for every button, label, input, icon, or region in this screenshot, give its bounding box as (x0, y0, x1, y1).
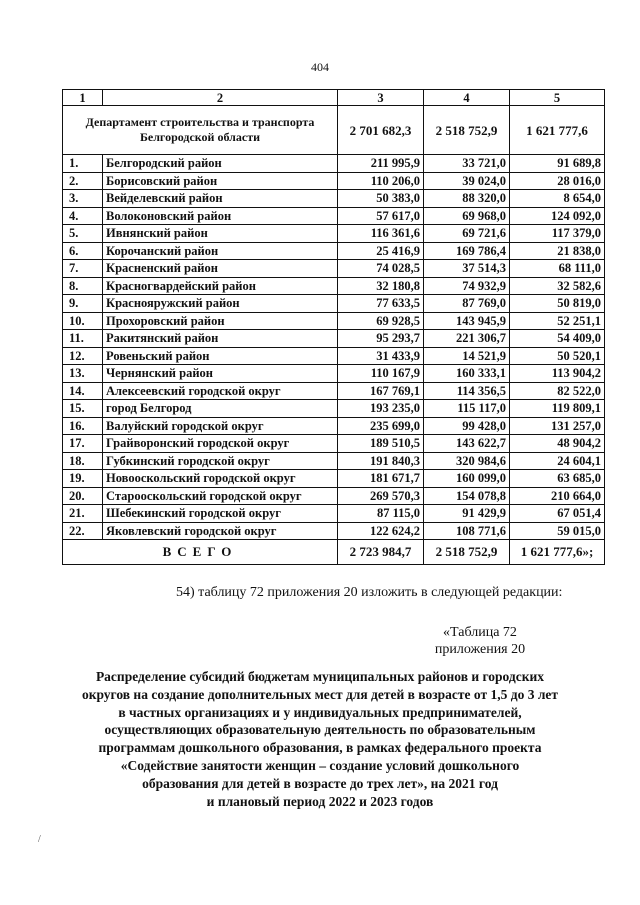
table-row (63, 207, 605, 225)
row-name: Валуйский городской округ (103, 417, 338, 435)
table-row (63, 155, 605, 173)
row-col4: 114 356,5 (424, 382, 510, 400)
row-index: 4. (63, 207, 103, 225)
caption-line: «Таблица 72 (443, 625, 517, 640)
row-col5: 82 522,0 (510, 382, 605, 400)
row-index: 14. (63, 382, 103, 400)
total-col3: 2 723 984,7 (338, 540, 424, 565)
title-line: и плановый период 2022 и 2023 годов (206, 793, 434, 809)
row-col3: 191 840,3 (338, 452, 424, 470)
row-col5: 131 257,0 (510, 417, 605, 435)
row-col5: 24 604,1 (510, 452, 605, 470)
row-col4: 87 769,0 (424, 295, 510, 313)
row-col3: 87 115,0 (338, 505, 424, 523)
row-col4: 108 771,6 (424, 522, 510, 540)
table-row (63, 312, 605, 330)
row-name: Ракитянский район (103, 330, 338, 348)
row-col3: 50 383,0 (338, 190, 424, 208)
row-col5: 113 904,2 (510, 365, 605, 383)
table-row (63, 417, 605, 435)
total-col5: 1 621 777,6»; (510, 540, 605, 565)
row-col3: 122 624,2 (338, 522, 424, 540)
total-col4: 2 518 752,9 (424, 540, 510, 565)
row-name: Белгородский район (103, 155, 338, 173)
row-col4: 91 429,9 (424, 505, 510, 523)
row-name: Грайворонский городской округ (103, 435, 338, 453)
table-row (63, 225, 605, 243)
table-header-row (63, 90, 605, 106)
row-col4: 14 521,9 (424, 347, 510, 365)
table-row (63, 295, 605, 313)
row-col4: 154 078,8 (424, 487, 510, 505)
row-index: 16. (63, 417, 103, 435)
row-name: Чернянский район (103, 365, 338, 383)
table-row (63, 365, 605, 383)
row-index: 10. (63, 312, 103, 330)
header-cell: 5 (510, 90, 605, 106)
row-col3: 211 995,9 (338, 155, 424, 173)
title-line: в частных организациях и у индивидуальных предпринимателей, (118, 704, 522, 720)
table-row (63, 470, 605, 488)
table-row (63, 260, 605, 278)
row-index: 9. (63, 295, 103, 313)
row-col3: 181 671,7 (338, 470, 424, 488)
table-row (63, 277, 605, 295)
row-col4: 99 428,0 (424, 417, 510, 435)
row-name: Ивнянский район (103, 225, 338, 243)
row-name: Красненский район (103, 260, 338, 278)
row-index: 12. (63, 347, 103, 365)
row-col4: 74 932,9 (424, 277, 510, 295)
title-line: Распределение субсидий бюджетам муниципальных районов и городских (95, 669, 545, 684)
row-col3: 95 293,7 (338, 330, 424, 348)
row-col5: 32 582,6 (510, 277, 605, 295)
row-col5: 67 051,4 (510, 505, 605, 523)
row-name: Губкинский городской округ (103, 452, 338, 470)
row-col3: 167 769,1 (338, 382, 424, 400)
amendment-paragraph: 54) таблицу 72 приложения 20 изложить в следующей редакции: (176, 585, 563, 600)
row-col5: 50 520,1 (510, 347, 605, 365)
row-index: 2. (63, 172, 103, 190)
row-col3: 110 167,9 (338, 365, 424, 383)
row-name: Вейделевский район (103, 190, 338, 208)
row-index: 18. (63, 452, 103, 470)
row-col3: 69 928,5 (338, 312, 424, 330)
row-col4: 39 024,0 (424, 172, 510, 190)
row-col3: 193 235,0 (338, 400, 424, 418)
row-col3: 25 416,9 (338, 242, 424, 260)
row-col4: 115 117,0 (424, 400, 510, 418)
row-col4: 143 945,9 (424, 312, 510, 330)
row-col5: 124 092,0 (510, 207, 605, 225)
row-name: Шебекинский городской округ (103, 505, 338, 523)
row-col4: 143 622,7 (424, 435, 510, 453)
table-row (63, 505, 605, 523)
department-2023: 1 621 777,6 (510, 106, 605, 155)
row-col4: 160 333,1 (424, 365, 510, 383)
row-name: Прохоровский район (103, 312, 338, 330)
row-col5: 68 111,0 (510, 260, 605, 278)
row-col5: 8 654,0 (510, 190, 605, 208)
row-col4: 69 721,6 (424, 225, 510, 243)
row-name: Корочанский район (103, 242, 338, 260)
row-index: 6. (63, 242, 103, 260)
row-col5: 28 016,0 (510, 172, 605, 190)
row-col3: 77 633,5 (338, 295, 424, 313)
total-row (63, 540, 605, 565)
row-name: Новооскольский городской округ (103, 470, 338, 488)
table-row (63, 330, 605, 348)
table-caption (420, 624, 540, 658)
row-name: Борисовский район (103, 172, 338, 190)
row-col3: 32 180,8 (338, 277, 424, 295)
department-name: Департамент строительства и транспорта Белгородской области (63, 106, 338, 155)
row-name: Волоконовский район (103, 207, 338, 225)
table-row (63, 242, 605, 260)
header-cell: 4 (424, 90, 510, 106)
row-col4: 88 320,0 (424, 190, 510, 208)
title-line: округов на создание дополнительных мест для детей в возрасте от 1,5 до 3 лет (81, 686, 559, 702)
page-number: 404 (311, 60, 329, 74)
row-index: 22. (63, 522, 103, 540)
row-col5: 54 409,0 (510, 330, 605, 348)
row-col5: 48 904,2 (510, 435, 605, 453)
row-index: 21. (63, 505, 103, 523)
table-row (63, 487, 605, 505)
row-col3: 31 433,9 (338, 347, 424, 365)
row-name: город Белгород (103, 400, 338, 418)
row-col4: 221 306,7 (424, 330, 510, 348)
row-name: Алексеевский городской округ (103, 382, 338, 400)
title-line: «Содействие занятости женщин – создание условий дошкольного (120, 757, 520, 773)
row-col3: 269 570,3 (338, 487, 424, 505)
row-col5: 63 685,0 (510, 470, 605, 488)
header-cell: 3 (338, 90, 424, 106)
table-row (63, 347, 605, 365)
row-name: Яковлевский городской округ (103, 522, 338, 540)
row-col5: 119 809,1 (510, 400, 605, 418)
row-col3: 116 361,6 (338, 225, 424, 243)
row-col4: 160 099,0 (424, 470, 510, 488)
header-cell: 2 (103, 90, 338, 106)
table-row (63, 382, 605, 400)
row-col5: 50 819,0 (510, 295, 605, 313)
row-index: 1. (63, 155, 103, 173)
row-col3: 110 206,0 (338, 172, 424, 190)
table-row (63, 435, 605, 453)
scan-mark: / (38, 834, 41, 845)
row-index: 5. (63, 225, 103, 243)
row-index: 8. (63, 277, 103, 295)
row-name: Старооскольский городской округ (103, 487, 338, 505)
subsidy-table (62, 89, 605, 565)
row-index: 20. (63, 487, 103, 505)
total-label: ВСЕГО (63, 540, 338, 565)
row-col4: 33 721,0 (424, 155, 510, 173)
row-col4: 320 984,6 (424, 452, 510, 470)
row-col4: 69 968,0 (424, 207, 510, 225)
table-row (63, 172, 605, 190)
row-col3: 57 617,0 (338, 207, 424, 225)
caption-line: приложения 20 (434, 642, 526, 657)
row-col5: 52 251,1 (510, 312, 605, 330)
row-name: Краснояружский район (103, 295, 338, 313)
row-col4: 37 514,3 (424, 260, 510, 278)
department-row (63, 106, 605, 155)
title-line: программам дошкольного образования, в рамках федерального проекта (98, 740, 542, 756)
table-row (63, 452, 605, 470)
table-row (63, 400, 605, 418)
row-col5: 21 838,0 (510, 242, 605, 260)
row-index: 11. (63, 330, 103, 348)
table-row (63, 190, 605, 208)
row-name: Красногвардейский район (103, 277, 338, 295)
row-index: 13. (63, 365, 103, 383)
table-title (70, 668, 570, 810)
row-index: 15. (63, 400, 103, 418)
row-col5: 91 689,8 (510, 155, 605, 173)
row-col4: 169 786,4 (424, 242, 510, 260)
row-col3: 235 699,0 (338, 417, 424, 435)
row-name: Ровеньский район (103, 347, 338, 365)
row-col3: 74 028,5 (338, 260, 424, 278)
department-2022: 2 518 752,9 (424, 106, 510, 155)
row-col5: 59 015,0 (510, 522, 605, 540)
department-2021: 2 701 682,3 (338, 106, 424, 155)
row-index: 7. (63, 260, 103, 278)
table-row (63, 522, 605, 540)
row-col3: 189 510,5 (338, 435, 424, 453)
title-line: образования для детей в возрасте до трех лет», на 2021 год (142, 775, 498, 791)
row-col5: 210 664,0 (510, 487, 605, 505)
header-cell: 1 (63, 90, 103, 106)
row-index: 17. (63, 435, 103, 453)
row-col5: 117 379,0 (510, 225, 605, 243)
row-index: 3. (63, 190, 103, 208)
title-line: осуществляющих образовательную деятельность по образовательным (104, 722, 536, 738)
row-index: 19. (63, 470, 103, 488)
